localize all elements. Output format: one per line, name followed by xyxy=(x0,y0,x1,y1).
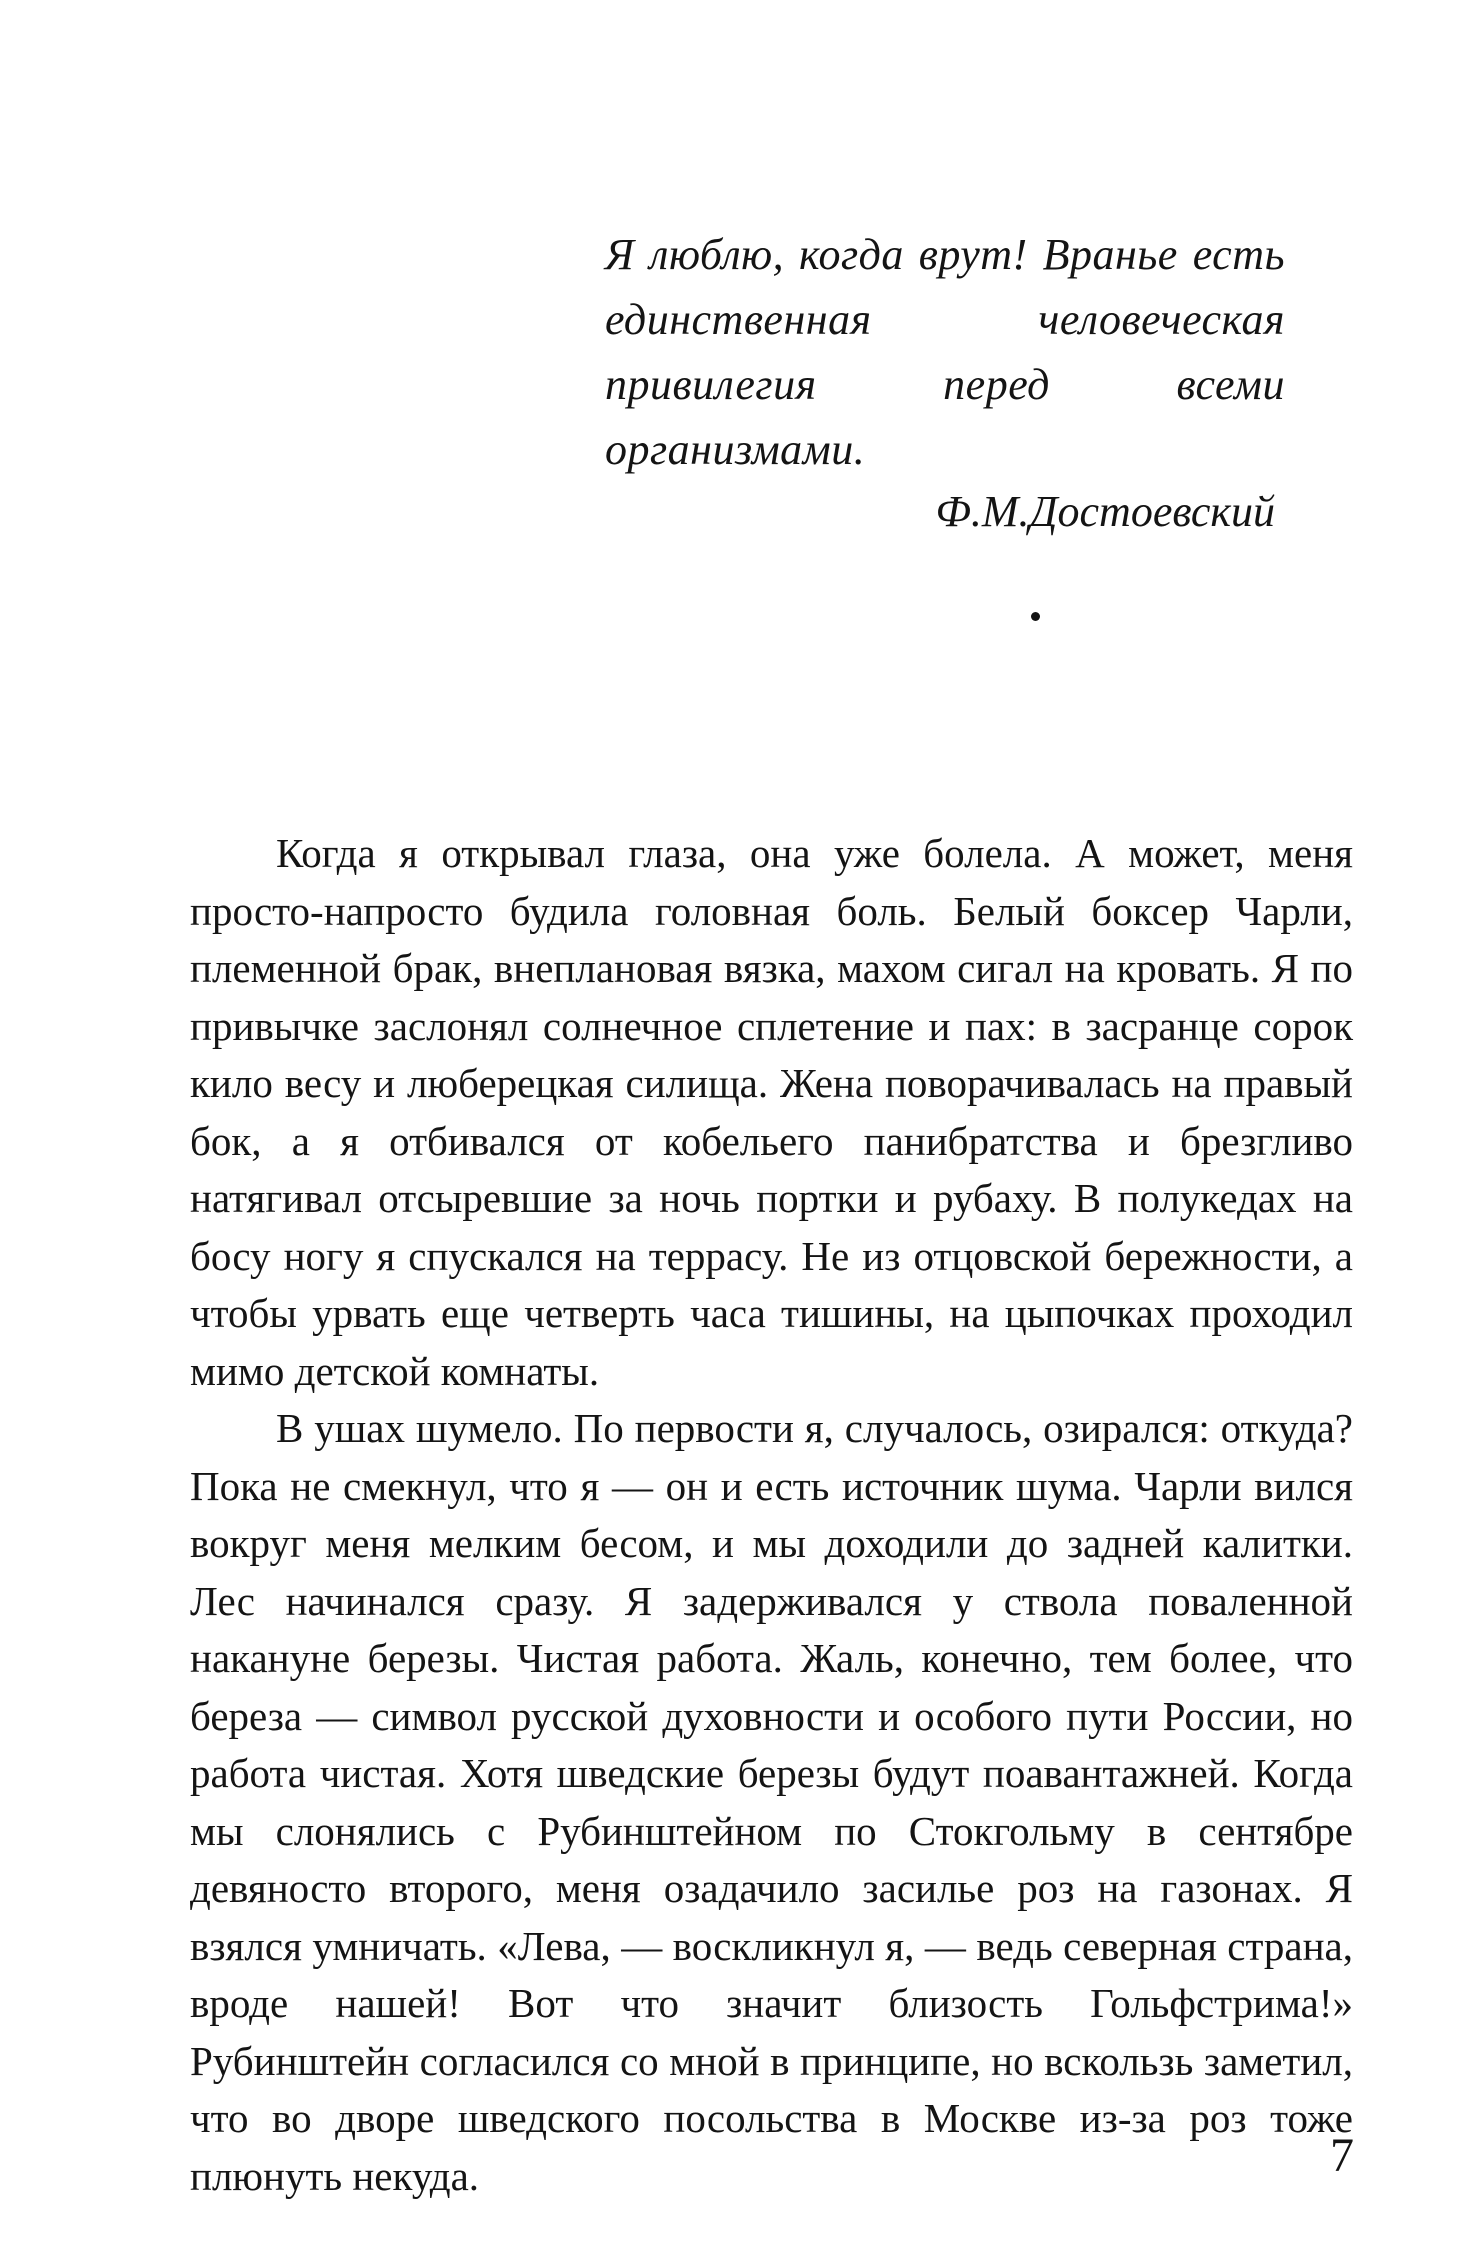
section-dot-ornament xyxy=(1031,612,1040,621)
epigraph xyxy=(605,222,1285,542)
page-number: 7 xyxy=(1330,2129,1354,2182)
epigraph-author: Ф.М.Достоевский xyxy=(935,487,1275,536)
paragraph-1 xyxy=(190,825,1353,1400)
paragraph-1-text: Когда я открывал глаза, она уже болела. А может, меня просто-напросто будила головная боль. Белый боксер Чарли, племенной брак, внеплановая вязка, махом сигал на кровать. Я по привычке заслонял солнечное сплетение и пах: в засранце сорок кило весу и люберецкая силища. Жена поворачивалась на правый бок, а я отбивался от кобельего панибратства и брезгливо натягивал отсыревшие за ночь портки и рубаху. В полукедах на босу ногу я спускался на террасу. Не из отцовской бережности, а чтобы урвать еще четверть часа тишины, на цыпочках проходил мимо детской комнаты. xyxy=(190,830,1353,1394)
paragraph-2 xyxy=(190,1400,1353,2205)
paragraph-2-text: В ушах шумело. По первости я, случалось, озирался: откуда? Пока не смекнул, что я — он и есть источник шума. Чарли вился вокруг меня мелким бесом, и мы доходили до задней калитки. Лес начинался сразу. Я задерживался у ствола поваленной накануне березы. Чистая работа. Жаль, конечно, тем более, что береза — символ русской духовности и особого пути России, но работа чистая. Хотя шведские березы будут поавантажней. Когда мы слонялись с Рубинштейном по Стокгольму в сентябре девяносто второго, меня озадачило засилье роз на газонах. Я взялся умничать. «Лева, — воскликнул я, — ведь северная страна, вроде нашей! Вот что значит близость Гольфстрима!» Рубинштейн согласился со мной в принципе, но вскользь заметил, что во дворе шведского посольства в Москве из-за роз тоже плюнуть некуда. xyxy=(190,1405,1353,2199)
epigraph-quote: Я люблю, когда врут! Вранье есть единственная человеческая привилегия перед всеми организмами. xyxy=(605,230,1285,474)
chapter-body xyxy=(190,825,1353,2205)
